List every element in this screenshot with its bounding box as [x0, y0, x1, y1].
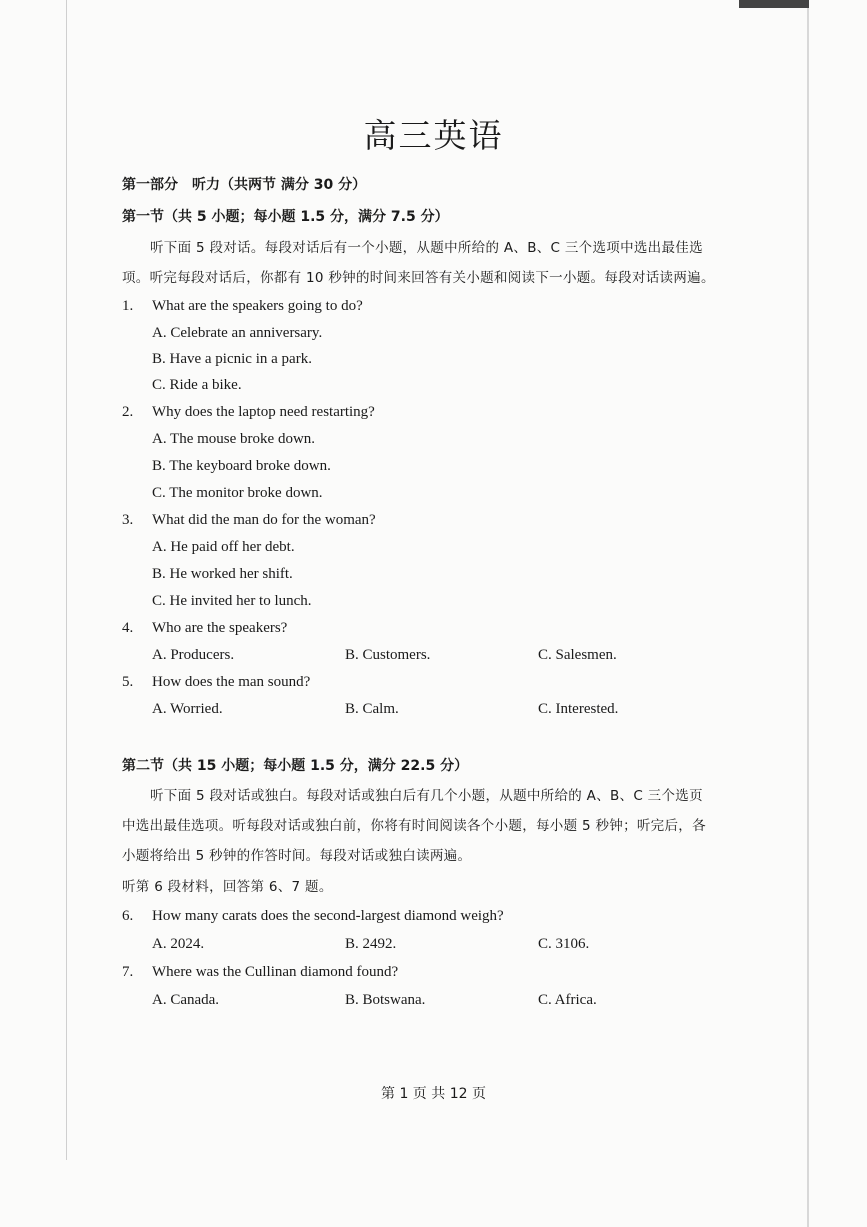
- question-number: 7.: [122, 964, 134, 980]
- option-a[interactable]: A. 2024.: [152, 936, 205, 952]
- scan-edge-left: [66, 0, 67, 1160]
- option-b[interactable]: B. Botswana.: [345, 992, 426, 1008]
- question-text: How does the man sound?: [152, 674, 311, 690]
- page-title: 高三英语: [363, 116, 504, 156]
- option-c[interactable]: C. The monitor broke down.: [152, 485, 323, 501]
- option-c[interactable]: C. Ride a bike.: [152, 377, 242, 393]
- question-text: Where was the Cullinan diamond found?: [152, 964, 399, 980]
- option-b[interactable]: B. He worked her shift.: [152, 566, 293, 582]
- part1-heading: 第一部分 听力（共两节 满分 30 分）: [122, 177, 367, 193]
- section1-instructions-1: 听下面 5 段对话。每段对话后有一个小题，从题中所给的 A、B、C 三个选项中选出最佳选: [150, 240, 703, 256]
- scan-corner-mark: [739, 0, 809, 8]
- option-a[interactable]: A. Canada.: [152, 992, 220, 1008]
- question-number: 3.: [122, 512, 134, 528]
- options-row: [122, 646, 731, 664]
- section1-heading: 第一节（共 5 小题；每小题 1.5 分，满分 7.5 分）: [122, 209, 449, 225]
- section2-instructions-2: 中选出最佳选项。听每段对话或独白前，你将有时间阅读各个小题，每小题 5 秒钟；听完后，各: [122, 818, 706, 834]
- question-text: Who are the speakers?: [152, 620, 288, 636]
- question-text: Why does the laptop need restarting?: [152, 404, 375, 420]
- option-a[interactable]: A. Producers.: [152, 647, 235, 663]
- question-number: 5.: [122, 674, 134, 690]
- option-b[interactable]: B. The keyboard broke down.: [152, 458, 331, 474]
- option-c[interactable]: C. 3106.: [538, 936, 590, 952]
- question-number: 1.: [122, 298, 134, 314]
- section1-instructions-2: 项。听完每段对话后，你都有 10 秒钟的时间来回答有关小题和阅读下一小题。每段对话读两遍。: [122, 270, 715, 286]
- options-row: [122, 700, 731, 718]
- option-b[interactable]: B. Customers.: [345, 647, 431, 663]
- page-footer: 第 1 页 共 12 页: [381, 1086, 486, 1102]
- question-2: [122, 403, 375, 421]
- section2-instructions-1: 听下面 5 段对话或独白。每段对话或独白后有几个小题，从题中所给的 A、B、C 三个选页: [150, 788, 703, 804]
- option-a[interactable]: A. He paid off her debt.: [152, 539, 295, 555]
- question-1: [122, 297, 363, 315]
- question-number: 6.: [122, 908, 134, 924]
- option-a[interactable]: A. Worried.: [152, 701, 223, 717]
- question-number: 2.: [122, 404, 134, 420]
- option-c[interactable]: C. Salesmen.: [538, 647, 617, 663]
- question-3: [122, 511, 376, 529]
- question-number: 4.: [122, 620, 134, 636]
- option-b[interactable]: B. 2492.: [345, 936, 397, 952]
- question-text: What are the speakers going to do?: [152, 298, 363, 314]
- scan-edge-right: [807, 0, 809, 1227]
- question-text: How many carats does the second-largest diamond weigh?: [152, 908, 504, 924]
- section2-instructions-3: 小题将给出 5 秒钟的作答时间。每段对话或独白读两遍。: [122, 848, 472, 864]
- question-6: [122, 907, 504, 925]
- options-row: [122, 991, 731, 1009]
- question-text: What did the man do for the woman?: [152, 512, 376, 528]
- question-7: [122, 963, 398, 981]
- options-row: [122, 935, 731, 953]
- section2-heading: 第二节（共 15 小题；每小题 1.5 分，满分 22.5 分）: [122, 758, 469, 774]
- question-5: [122, 673, 310, 691]
- material-note: 听第 6 段材料，回答第 6、7 题。: [122, 879, 333, 895]
- option-c[interactable]: C. He invited her to lunch.: [152, 593, 312, 609]
- option-c[interactable]: C. Africa.: [538, 992, 597, 1008]
- option-a[interactable]: A. The mouse broke down.: [152, 431, 316, 447]
- option-c[interactable]: C. Interested.: [538, 701, 619, 717]
- option-a[interactable]: A. Celebrate an anniversary.: [152, 325, 323, 341]
- option-b[interactable]: B. Calm.: [345, 701, 399, 717]
- question-4: [122, 619, 287, 637]
- option-b[interactable]: B. Have a picnic in a park.: [152, 351, 312, 367]
